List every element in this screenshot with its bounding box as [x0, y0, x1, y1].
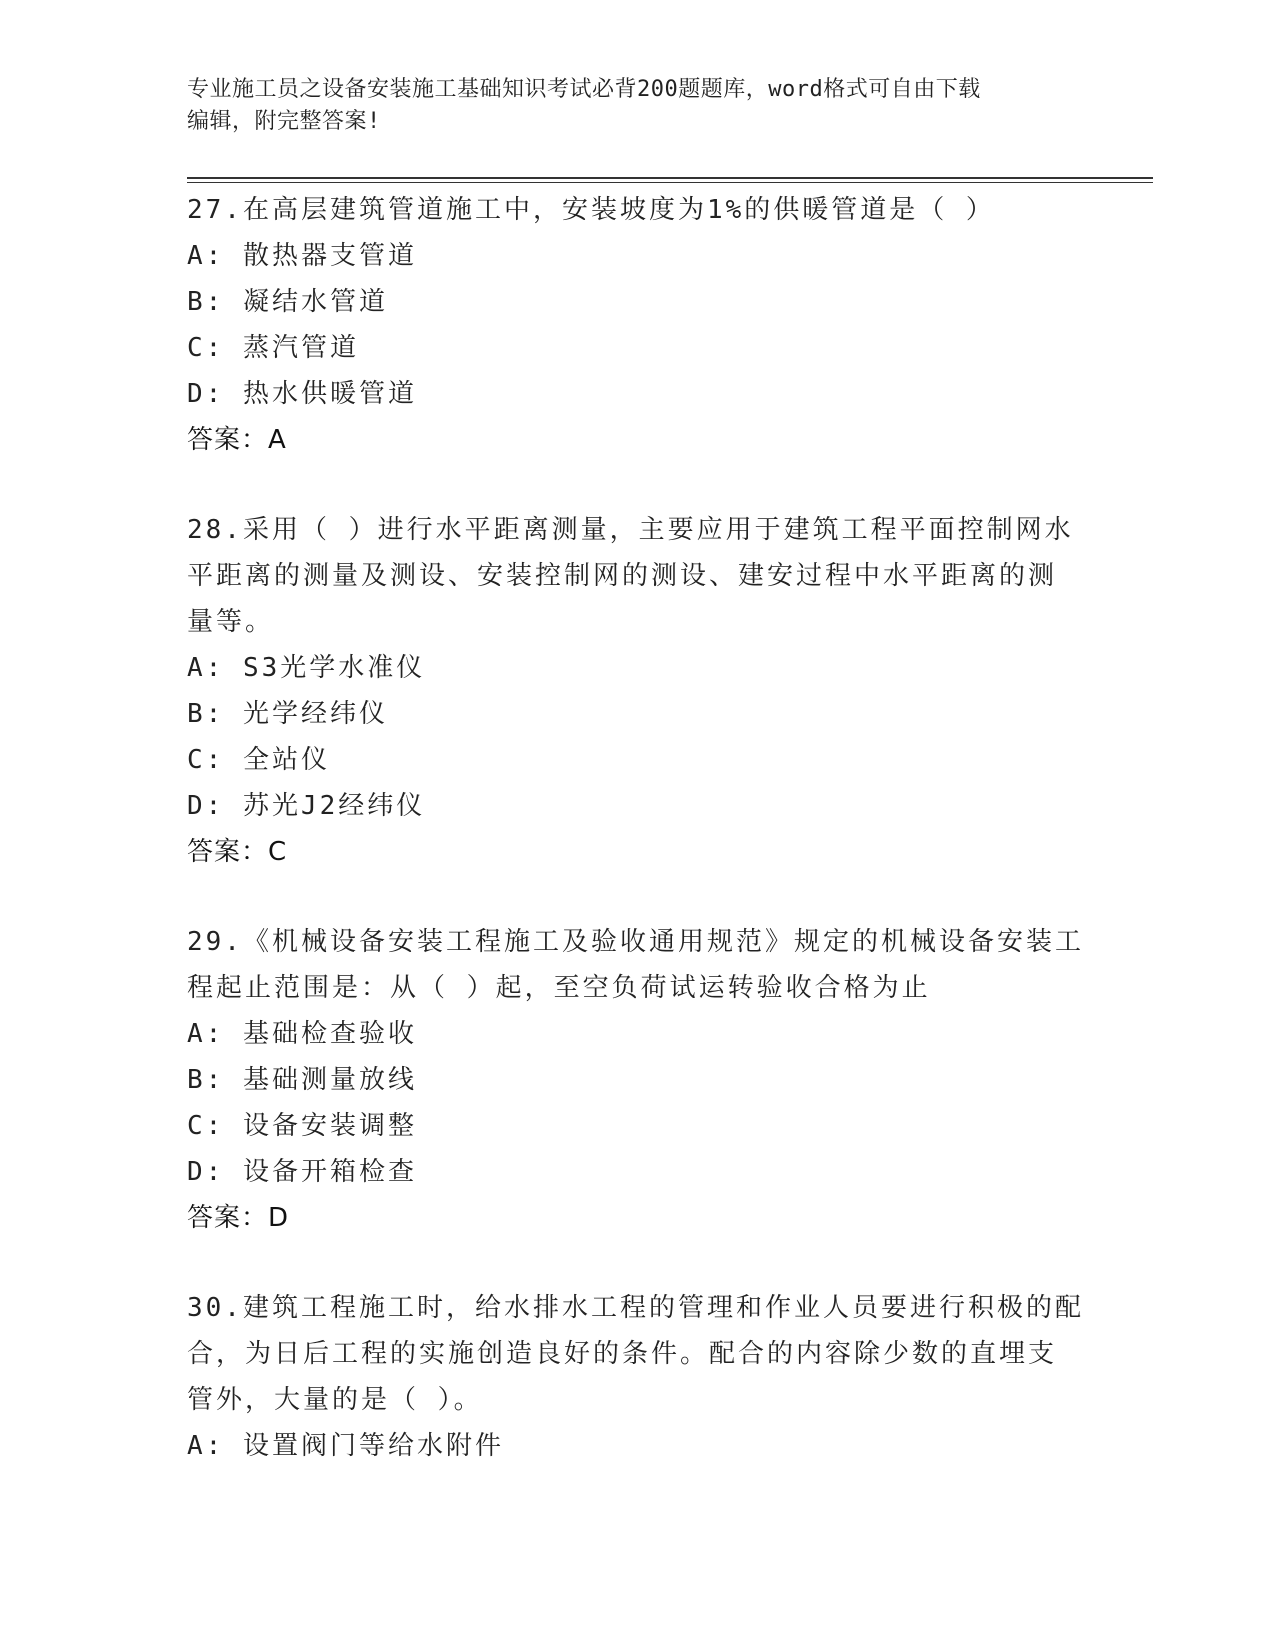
- question-27: [187, 187, 1067, 463]
- header-divider-thin: [187, 182, 1153, 183]
- option-a: A: 基础检查验收: [187, 1019, 417, 1049]
- answer-label: 答案：D: [187, 1203, 290, 1233]
- option-d: D: 热水供暖管道: [187, 379, 417, 409]
- document-header: [187, 74, 1067, 138]
- option-b: B: 光学经纬仪: [187, 699, 388, 729]
- option-a: A: 设置阀门等给水附件: [187, 1431, 504, 1461]
- option-c: C: 蒸汽管道: [187, 333, 359, 363]
- question-stem: 28.采用（ ）进行水平距离测量，主要应用于建筑工程平面控制网水: [187, 515, 1074, 545]
- question-stem: 量等。: [187, 607, 275, 637]
- header-divider-thick: [187, 177, 1153, 179]
- question-30: [187, 1285, 1084, 1469]
- question-29: [187, 919, 1084, 1241]
- header-line-2: 编辑，附完整答案!: [187, 109, 381, 134]
- answer-label: 答案：A: [187, 425, 287, 455]
- answer-label: 答案：C: [187, 837, 288, 867]
- option-d: D: 苏光J2经纬仪: [187, 791, 426, 821]
- question-stem: 29.《机械设备安装工程施工及验收通用规范》规定的机械设备安装工: [187, 927, 1084, 957]
- question-stem: 合，为日后工程的实施创造良好的条件。配合的内容除少数的直埋支: [187, 1339, 1058, 1369]
- option-d: D: 设备开箱检查: [187, 1157, 417, 1187]
- option-c: C: 全站仪: [187, 745, 330, 775]
- option-b: B: 凝结水管道: [187, 287, 388, 317]
- option-c: C: 设备安装调整: [187, 1111, 417, 1141]
- header-line-1: 专业施工员之设备安装施工基础知识考试必背200题题库，word格式可自由下载: [187, 77, 981, 102]
- option-a: A: 散热器支管道: [187, 241, 417, 271]
- question-28: [187, 507, 1074, 875]
- question-stem: 程起止范围是：从（ ）起，至空负荷试运转验收合格为止: [187, 973, 931, 1003]
- question-stem: 平距离的测量及测设、安装控制网的测设、建安过程中水平距离的测: [187, 561, 1058, 591]
- question-stem: 30.建筑工程施工时，给水排水工程的管理和作业人员要进行积极的配: [187, 1293, 1084, 1323]
- question-stem: 27.在高层建筑管道施工中，安装坡度为1%的供暖管道是（ ）: [187, 195, 995, 225]
- option-b: B: 基础测量放线: [187, 1065, 417, 1095]
- question-stem: 管外，大量的是（ ）。: [187, 1385, 483, 1415]
- question-list: [187, 187, 1084, 1513]
- option-a: A: S3光学水准仪: [187, 653, 426, 683]
